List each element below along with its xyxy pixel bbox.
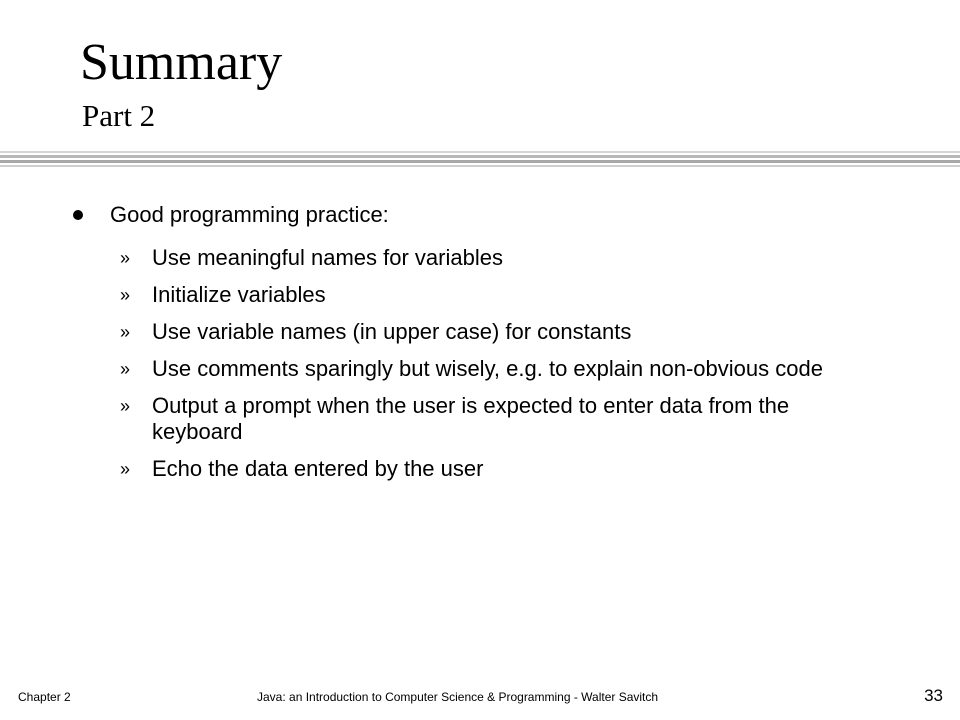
chevron-right-icon: » [120,396,131,416]
bullet-dot-icon [73,210,83,220]
page-number: 33 [924,686,943,705]
practice-item [120,319,840,345]
practice-text: Use comments sparingly but wisely, e.g. to explain non-obvious code [152,356,823,381]
chevron-right-icon: » [120,322,131,342]
practice-text: Use variable names (in upper case) for constants [152,319,632,344]
main-bullet-text: Good programming practice: [110,202,389,227]
practice-item [120,282,840,308]
title-divider [0,151,960,167]
practice-item [120,245,840,271]
chevron-right-icon: » [120,285,131,305]
book-credit: Java: an Introduction to Computer Science & Programming - Walter Savitch [257,690,659,704]
practice-text: Initialize variables [152,282,326,307]
practice-item [120,356,840,382]
chevron-right-icon: » [120,359,131,379]
practice-item [120,456,840,482]
chapter-label: Chapter 2 [18,690,71,704]
slide-subtitle: Part 2 [82,98,156,133]
practice-list [120,245,840,493]
practice-text: Echo the data entered by the user [152,456,484,481]
practice-text: Use meaningful names for variables [152,245,503,270]
slide-footer [0,686,960,708]
chevron-right-icon: » [120,248,131,268]
practice-item [120,393,840,445]
practice-text: Output a prompt when the user is expected to enter data from the keyboard [152,393,790,444]
slide-title: Summary [80,34,283,91]
chevron-right-icon: » [120,459,131,479]
